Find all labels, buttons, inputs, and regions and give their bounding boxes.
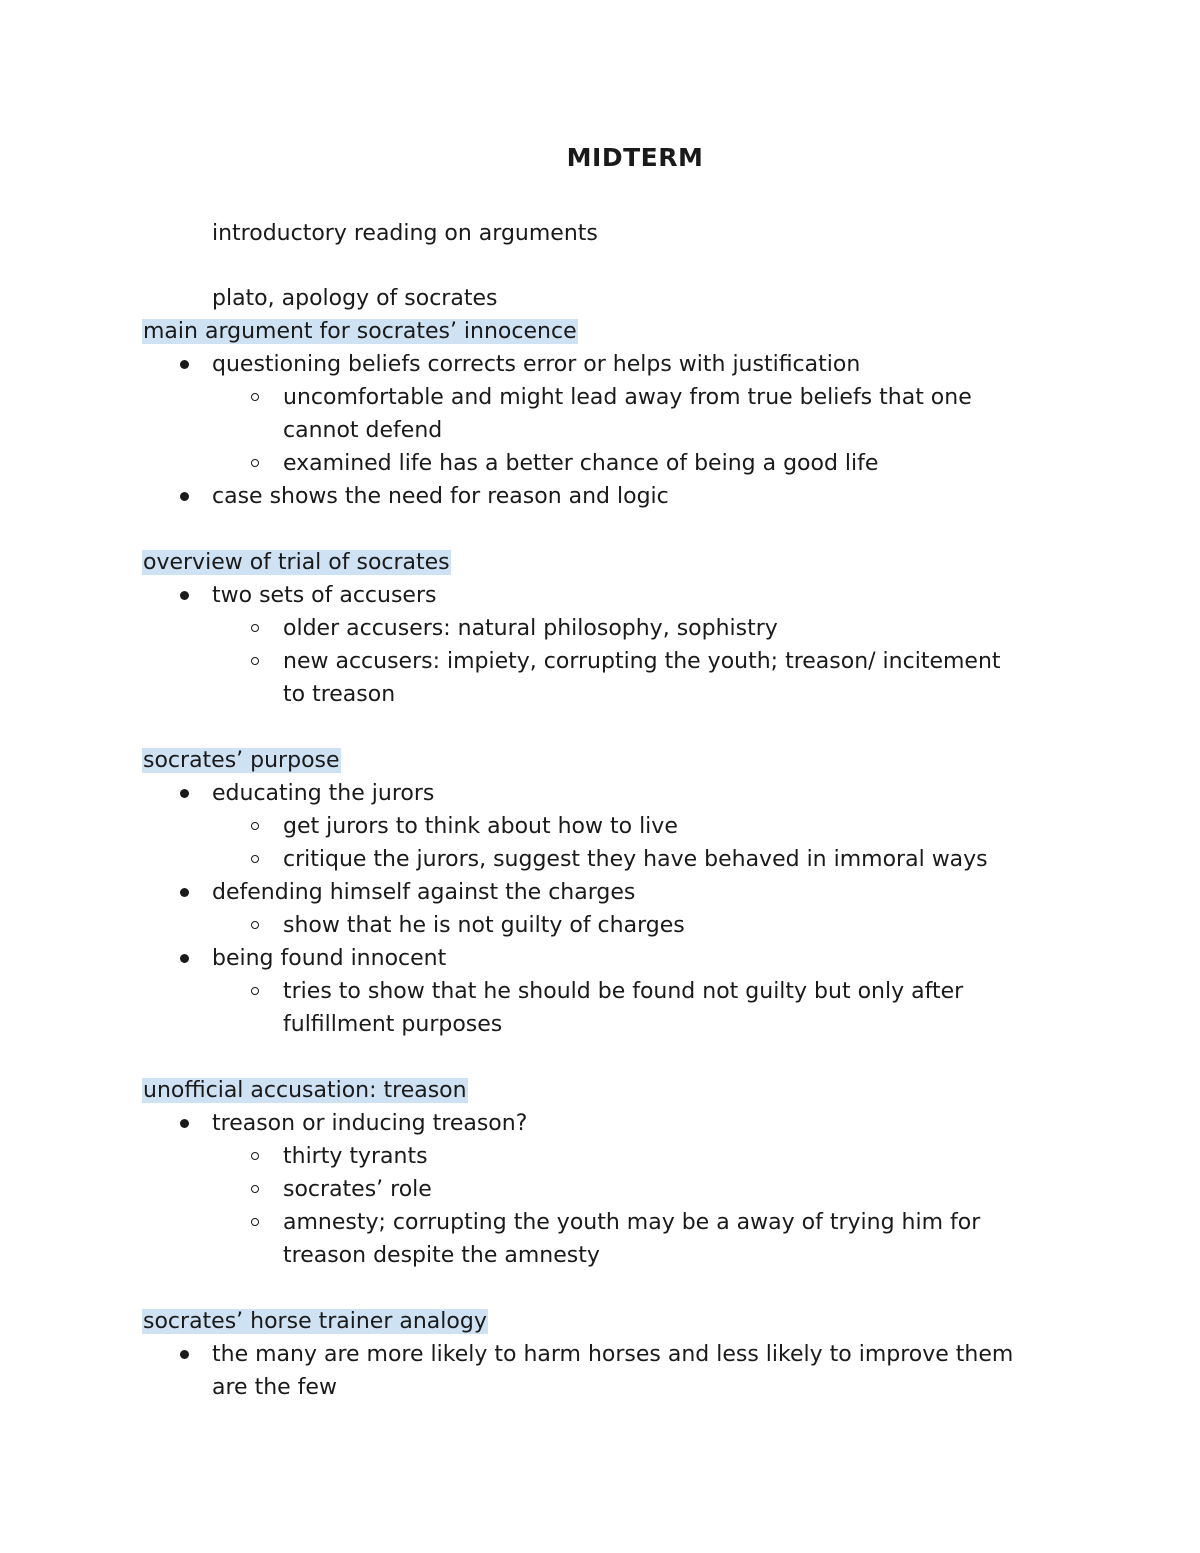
sub-bullet-item: amnesty; corrupting the youth may be a away of trying him for [283, 1210, 981, 1235]
sub-bullet-circle-icon [251, 1152, 259, 1160]
bullet-item: two sets of accusers [212, 583, 437, 608]
sub-bullet-circle-icon [251, 657, 259, 665]
section-heading [142, 1074, 468, 1107]
section-heading [142, 315, 578, 348]
bullet-dot-icon [180, 789, 189, 798]
sub-bullet-item: critique the jurors, suggest they have behaved in immoral ways [283, 847, 988, 872]
page-title: MIDTERM [566, 143, 704, 172]
sub-bullet-circle-icon [251, 459, 259, 467]
sub-bullet-circle-icon [251, 987, 259, 995]
sub-bullet-item: uncomfortable and might lead away from true beliefs that one [283, 385, 972, 410]
sub-bullet-item: tries to show that he should be found not guilty but only after [283, 979, 964, 1004]
bullet-item: educating the jurors [212, 781, 435, 806]
bullet-item: being found innocent [212, 946, 447, 971]
heading-highlight: main argument for socrates’ innocence [143, 319, 577, 344]
heading-highlight: overview of trial of socrates [143, 550, 450, 575]
sub-bullet-item: socrates’ role [283, 1177, 432, 1202]
bullet-item: case shows the need for reason and logic [212, 484, 669, 509]
sub-bullet-item: show that he is not guilty of charges [283, 913, 685, 938]
bullet-dot-icon [180, 492, 189, 501]
bullet-dot-icon [180, 888, 189, 897]
bullet-dot-icon [180, 591, 189, 600]
bullet-dot-icon [180, 360, 189, 369]
sub-bullet-circle-icon [251, 921, 259, 929]
bullet-dot-icon [180, 1350, 189, 1359]
intro-line: introductory reading on arguments [212, 221, 598, 246]
section-heading [142, 744, 341, 777]
sub-bullet-item: fulfillment purposes [283, 1012, 503, 1037]
sub-bullet-item: new accusers: impiety, corrupting the youth; treason/ incitement [283, 649, 1001, 674]
bullet-dot-icon [180, 954, 189, 963]
sub-bullet-circle-icon [251, 624, 259, 632]
bullet-item-continued: are the few [212, 1375, 337, 1400]
sub-bullet-item: get jurors to think about how to live [283, 814, 678, 839]
bullet-item: questioning beliefs corrects error or helps with justification [212, 352, 861, 377]
sub-bullet-circle-icon [251, 393, 259, 401]
section-heading [142, 546, 451, 579]
sub-bullet-circle-icon [251, 1185, 259, 1193]
sub-bullet-item: treason despite the amnesty [283, 1243, 600, 1268]
bullet-item: the many are more likely to harm horses and less likely to improve them [212, 1342, 1014, 1367]
sub-bullet-item: to treason [283, 682, 396, 707]
sub-bullet-item: older accusers: natural philosophy, sophistry [283, 616, 778, 641]
sub-bullet-item: thirty tyrants [283, 1144, 428, 1169]
section-heading [142, 1305, 488, 1338]
bullet-item: treason or inducing treason? [212, 1111, 528, 1136]
bullet-item: defending himself against the charges [212, 880, 636, 905]
bullet-dot-icon [180, 1119, 189, 1128]
sub-bullet-item: examined life has a better chance of being a good life [283, 451, 879, 476]
sub-bullet-circle-icon [251, 1218, 259, 1226]
sub-bullet-item: cannot defend [283, 418, 443, 443]
heading-highlight: unofficial accusation: treason [143, 1078, 467, 1103]
heading-highlight: socrates’ horse trainer analogy [143, 1309, 487, 1334]
heading-highlight: socrates’ purpose [143, 748, 340, 773]
intro-line: plato, apology of socrates [212, 286, 498, 311]
sub-bullet-circle-icon [251, 855, 259, 863]
sub-bullet-circle-icon [251, 822, 259, 830]
